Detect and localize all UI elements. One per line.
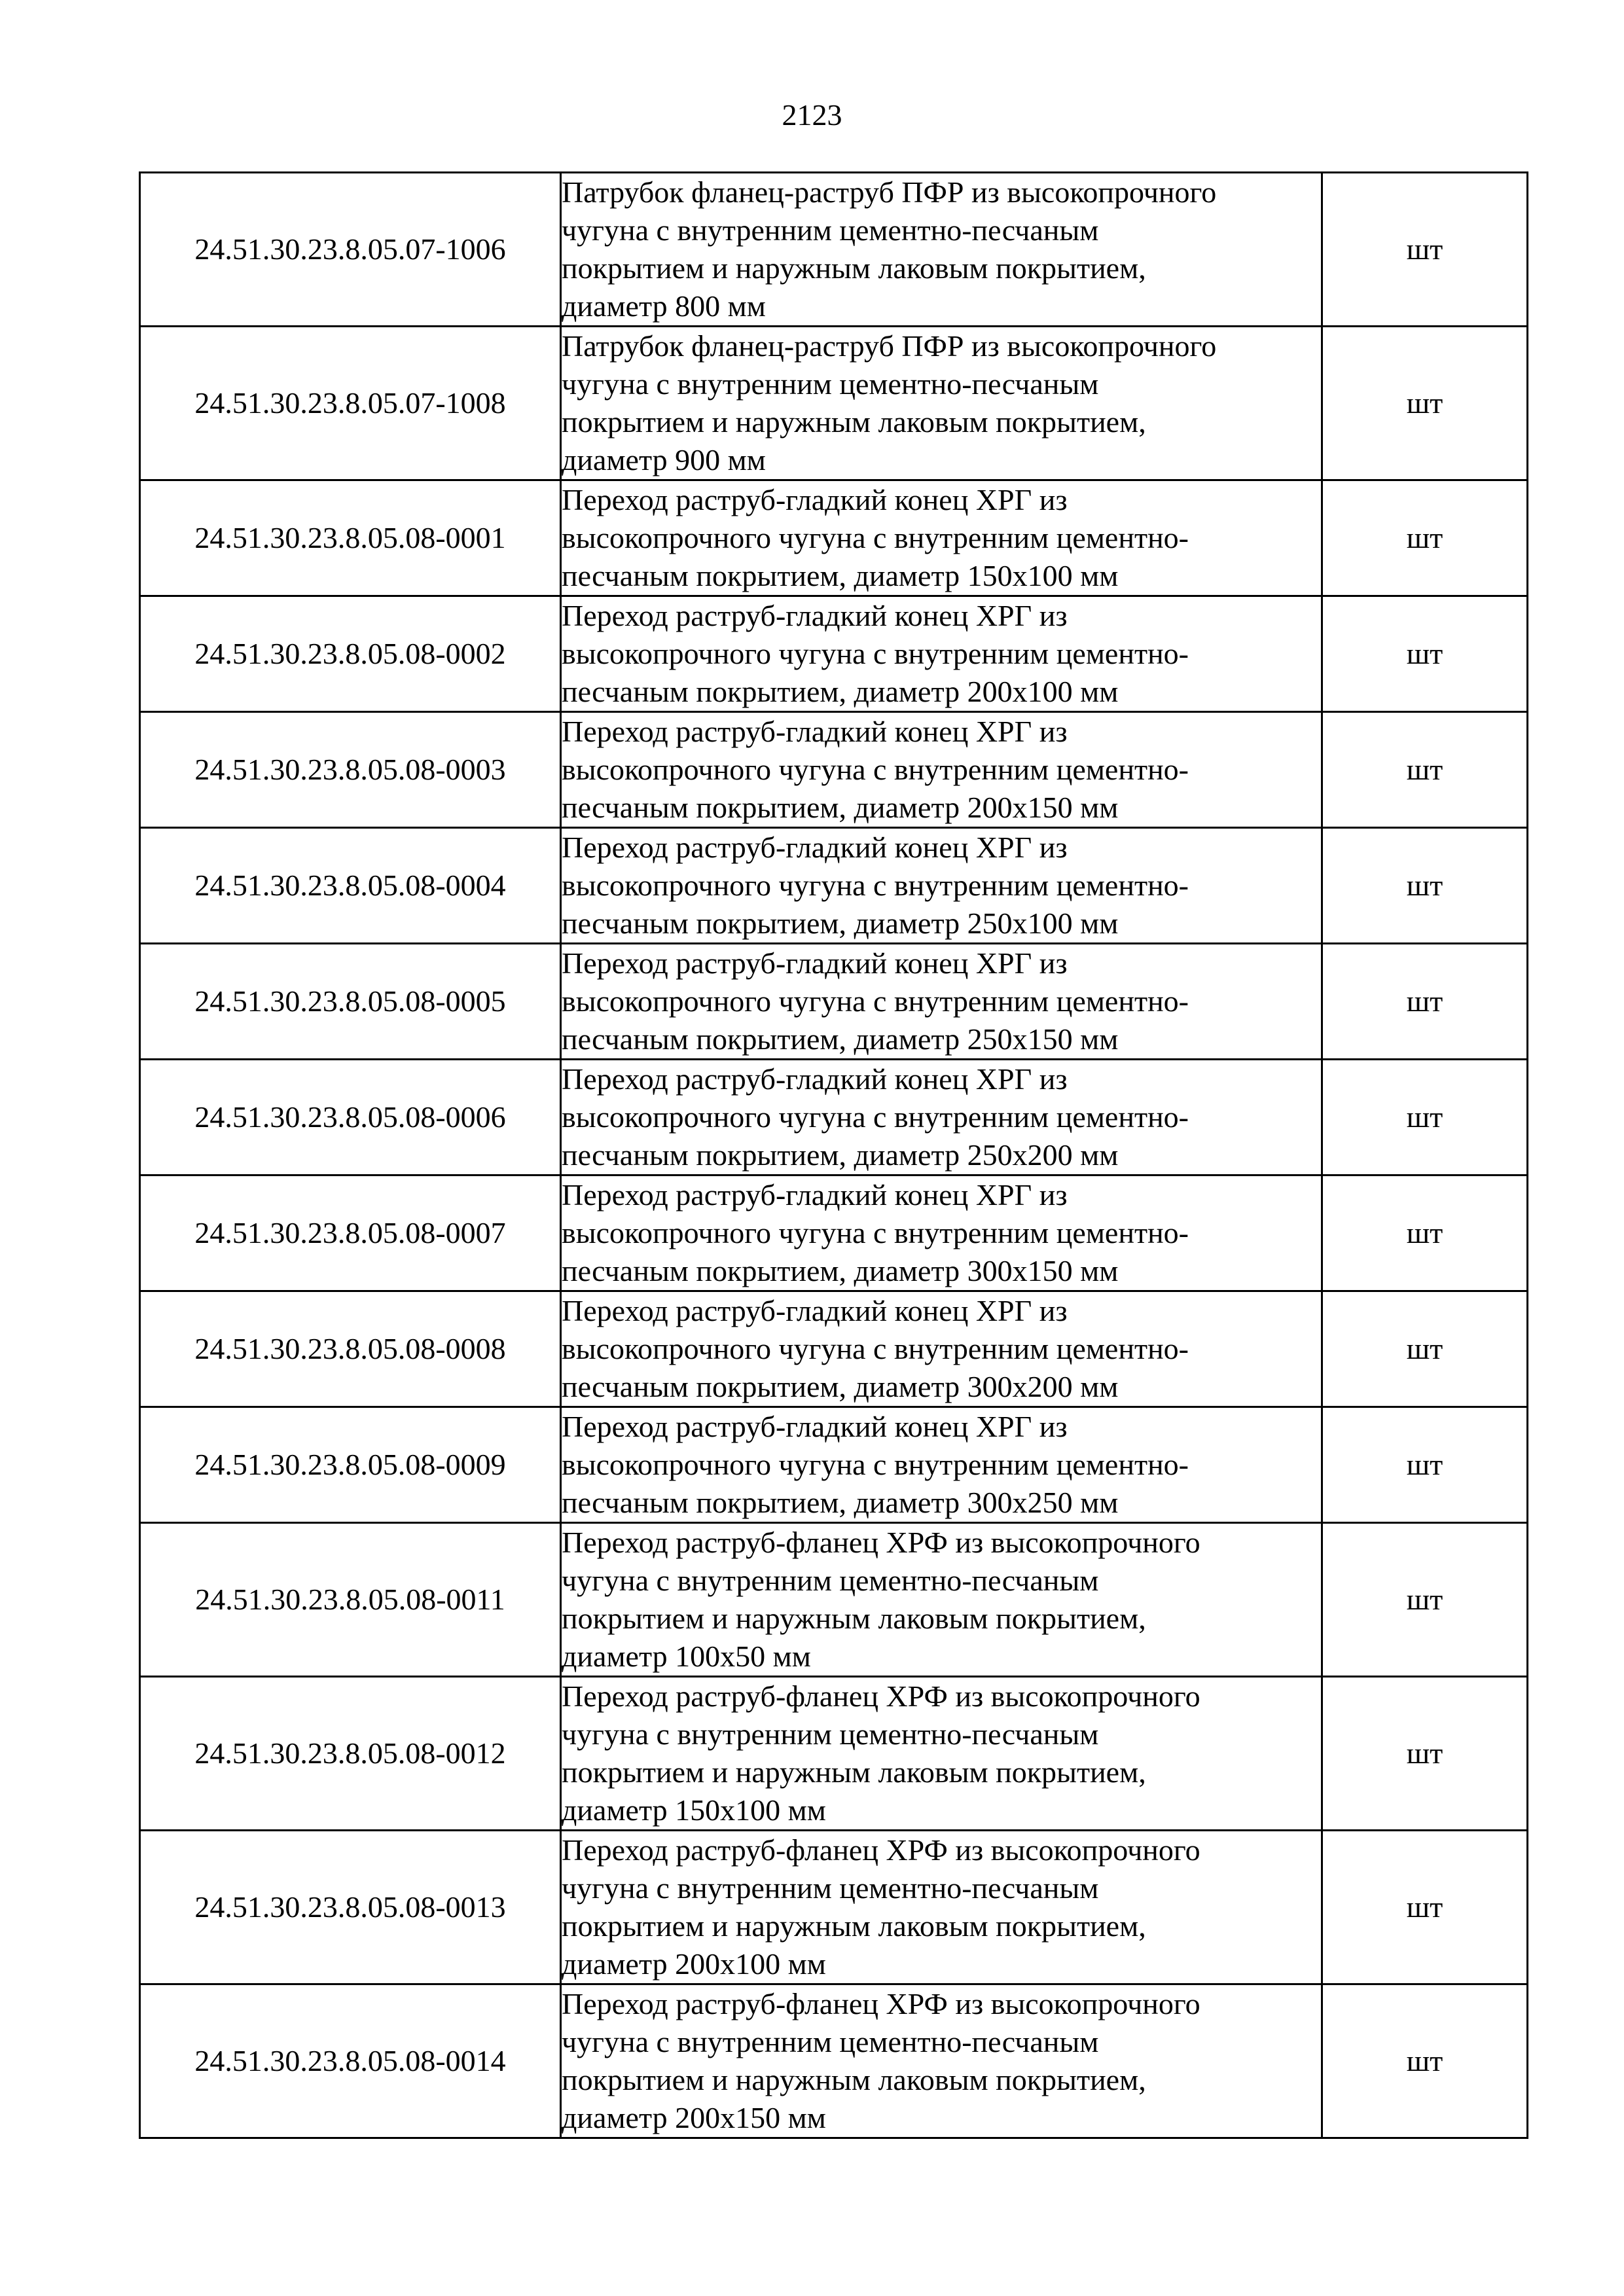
item-code: 24.51.30.23.8.05.08-0004 (140, 828, 561, 944)
description-line: высокопрочного чугуна с внутренним цементно- (562, 1216, 1189, 1249)
description-line: чугуна с внутренним цементно-песчаным (562, 367, 1099, 401)
table-row (140, 1523, 1528, 1677)
description-line: высокопрочного чугуна с внутренним цементно- (562, 753, 1189, 786)
item-unit: шт (1322, 712, 1528, 828)
item-unit: шт (1322, 1677, 1528, 1831)
description-line: песчаным покрытием, диаметр 150х100 мм (562, 559, 1119, 592)
description-line: песчаным покрытием, диаметр 300х150 мм (562, 1254, 1119, 1287)
description-line: Переход раструб-фланец ХРФ из высокопрочного (562, 1679, 1200, 1713)
catalog-table (139, 171, 1528, 2139)
description-line: чугуна с внутренним цементно-песчаным (562, 1871, 1099, 1905)
item-description (561, 1984, 1322, 2138)
description-line: высокопрочного чугуна с внутренним цементно- (562, 869, 1189, 902)
description-line: Патрубок фланец-раструб ПФР из высокопрочного (562, 175, 1217, 209)
item-description (561, 173, 1322, 327)
item-description (561, 480, 1322, 596)
description-line: покрытием и наружным лаковым покрытием, (562, 1602, 1146, 1635)
item-unit: шт (1322, 1175, 1528, 1291)
description-line: диаметр 200х150 мм (562, 2101, 826, 2134)
description-line: Переход раструб-гладкий конец ХРГ из (562, 483, 1068, 516)
table-row (140, 596, 1528, 712)
item-description (561, 1407, 1322, 1523)
table-row (140, 1291, 1528, 1407)
item-description (561, 596, 1322, 712)
item-unit: шт (1322, 1831, 1528, 1984)
description-line: высокопрочного чугуна с внутренним цементно- (562, 637, 1189, 670)
description-line: Переход раструб-гладкий конец ХРГ из (562, 599, 1068, 632)
item-code: 24.51.30.23.8.05.08-0003 (140, 712, 561, 828)
description-line: Патрубок фланец-раструб ПФР из высокопрочного (562, 329, 1217, 363)
description-line: высокопрочного чугуна с внутренним цементно- (562, 1332, 1189, 1365)
description-line: Переход раструб-фланец ХРФ из высокопрочного (562, 1987, 1200, 2020)
description-line: Переход раструб-гладкий конец ХРГ из (562, 715, 1068, 748)
item-code: 24.51.30.23.8.05.07-1006 (140, 173, 561, 327)
table-row (140, 173, 1528, 327)
description-line: Переход раструб-гладкий конец ХРГ из (562, 831, 1068, 864)
table-row (140, 1831, 1528, 1984)
description-line: Переход раструб-гладкий конец ХРГ из (562, 946, 1068, 980)
description-line: Переход раструб-гладкий конец ХРГ из (562, 1410, 1068, 1443)
description-line: диаметр 900 мм (562, 443, 766, 476)
item-code: 24.51.30.23.8.05.08-0007 (140, 1175, 561, 1291)
item-unit: шт (1322, 828, 1528, 944)
item-description (561, 1523, 1322, 1677)
description-line: Переход раструб-гладкий конец ХРГ из (562, 1062, 1068, 1096)
item-unit: шт (1322, 596, 1528, 712)
description-line: песчаным покрытием, диаметр 200х150 мм (562, 791, 1119, 824)
description-line: песчаным покрытием, диаметр 300х200 мм (562, 1370, 1119, 1403)
description-line: покрытием и наружным лаковым покрытием, (562, 405, 1146, 439)
item-code: 24.51.30.23.8.05.08-0006 (140, 1060, 561, 1175)
item-code: 24.51.30.23.8.05.08-0001 (140, 480, 561, 596)
item-unit: шт (1322, 480, 1528, 596)
description-line: Переход раструб-фланец ХРФ из высокопрочного (562, 1833, 1200, 1867)
description-line: диаметр 150х100 мм (562, 1793, 826, 1827)
item-code: 24.51.30.23.8.05.08-0002 (140, 596, 561, 712)
table-row (140, 828, 1528, 944)
page-number: 2123 (782, 98, 842, 132)
description-line: Переход раструб-гладкий конец ХРГ из (562, 1178, 1068, 1211)
table-row (140, 327, 1528, 480)
item-code: 24.51.30.23.8.05.08-0008 (140, 1291, 561, 1407)
item-unit: шт (1322, 1407, 1528, 1523)
description-line: песчаным покрытием, диаметр 200х100 мм (562, 675, 1119, 708)
table-row (140, 1060, 1528, 1175)
description-line: песчаным покрытием, диаметр 250х150 мм (562, 1022, 1119, 1056)
table-row (140, 712, 1528, 828)
item-description (561, 1291, 1322, 1407)
description-line: высокопрочного чугуна с внутренним цементно- (562, 984, 1189, 1018)
description-line: чугуна с внутренним цементно-песчаным (562, 2025, 1099, 2058)
item-description (561, 327, 1322, 480)
item-unit: шт (1322, 1984, 1528, 2138)
table-row (140, 1984, 1528, 2138)
description-line: песчаным покрытием, диаметр 300х250 мм (562, 1486, 1119, 1519)
item-code: 24.51.30.23.8.05.08-0013 (140, 1831, 561, 1984)
table-row (140, 1677, 1528, 1831)
item-unit: шт (1322, 327, 1528, 480)
item-description (561, 944, 1322, 1060)
item-description (561, 828, 1322, 944)
table-row (140, 480, 1528, 596)
description-line: чугуна с внутренним цементно-песчаным (562, 1717, 1099, 1751)
table-row (140, 1407, 1528, 1523)
item-code: 24.51.30.23.8.05.08-0011 (140, 1523, 561, 1677)
item-code: 24.51.30.23.8.05.07-1008 (140, 327, 561, 480)
item-code: 24.51.30.23.8.05.08-0012 (140, 1677, 561, 1831)
item-code: 24.51.30.23.8.05.08-0014 (140, 1984, 561, 2138)
description-line: высокопрочного чугуна с внутренним цементно- (562, 1448, 1189, 1481)
description-line: высокопрочного чугуна с внутренним цементно- (562, 521, 1189, 554)
item-description (561, 1831, 1322, 1984)
description-line: покрытием и наружным лаковым покрытием, (562, 2063, 1146, 2096)
description-line: диаметр 800 мм (562, 289, 766, 323)
table-row (140, 944, 1528, 1060)
description-line: покрытием и наружным лаковым покрытием, (562, 1909, 1146, 1943)
description-line: песчаным покрытием, диаметр 250х100 мм (562, 906, 1119, 940)
item-code: 24.51.30.23.8.05.08-0005 (140, 944, 561, 1060)
description-line: покрытием и наружным лаковым покрытием, (562, 251, 1146, 285)
description-line: Переход раструб-фланец ХРФ из высокопрочного (562, 1526, 1200, 1559)
item-unit: шт (1322, 944, 1528, 1060)
description-line: чугуна с внутренним цементно-песчаным (562, 1564, 1099, 1597)
description-line: диаметр 100х50 мм (562, 1640, 811, 1673)
catalog-table-body (140, 173, 1528, 2138)
item-description (561, 1677, 1322, 1831)
item-description (561, 1060, 1322, 1175)
description-line: высокопрочного чугуна с внутренним цементно- (562, 1100, 1189, 1134)
description-line: диаметр 200х100 мм (562, 1947, 826, 1981)
item-unit: шт (1322, 173, 1528, 327)
description-line: песчаным покрытием, диаметр 250х200 мм (562, 1138, 1119, 1172)
item-unit: шт (1322, 1291, 1528, 1407)
item-description (561, 1175, 1322, 1291)
item-unit: шт (1322, 1060, 1528, 1175)
table-row (140, 1175, 1528, 1291)
description-line: чугуна с внутренним цементно-песчаным (562, 213, 1099, 247)
description-line: покрытием и наружным лаковым покрытием, (562, 1755, 1146, 1789)
item-description (561, 712, 1322, 828)
description-line: Переход раструб-гладкий конец ХРГ из (562, 1294, 1068, 1327)
item-unit: шт (1322, 1523, 1528, 1677)
item-code: 24.51.30.23.8.05.08-0009 (140, 1407, 561, 1523)
